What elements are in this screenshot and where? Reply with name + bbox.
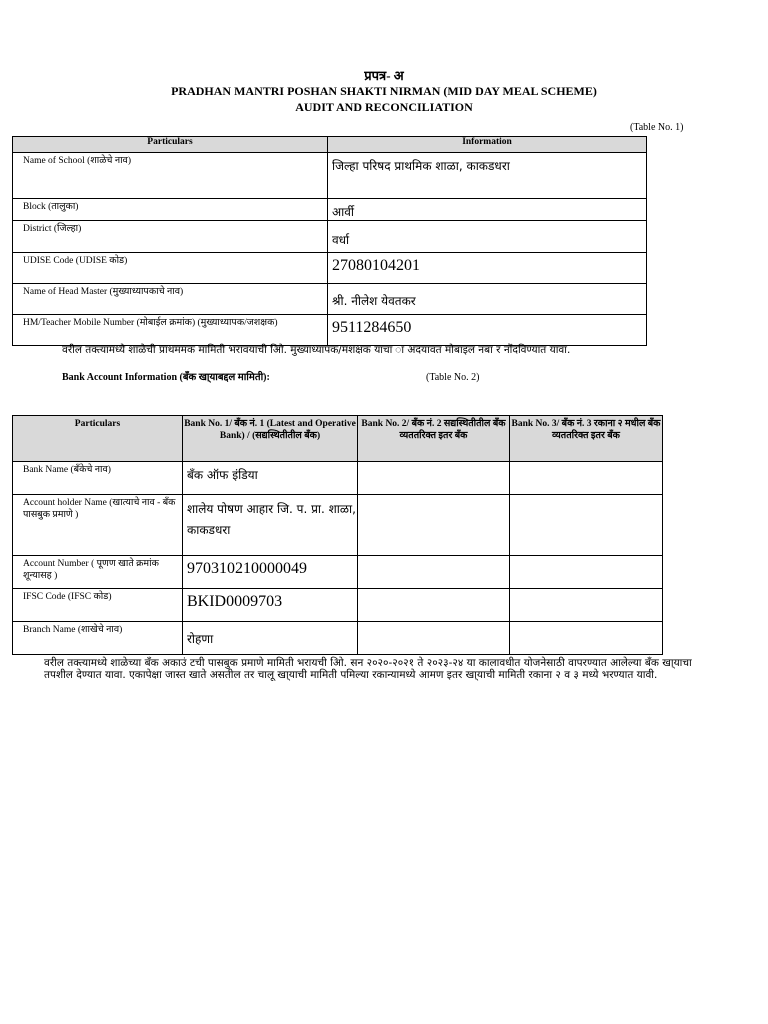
table-row xyxy=(13,556,663,589)
table-row xyxy=(13,221,647,253)
page-title: PRADHAN MANTRI POSHAN SHAKTI NIRMAN (MID DAY MEAL SCHEME) xyxy=(171,84,597,98)
table-row xyxy=(13,589,663,622)
table2-header-particulars: Particulars xyxy=(13,416,183,462)
table-row xyxy=(13,199,647,221)
row-label: IFSC Code (IFSC कोड) xyxy=(13,589,183,622)
district-value: वर्धा xyxy=(328,221,647,253)
head-master-value: श्री. नीलेश येवतकर xyxy=(328,284,647,315)
bank3-cell xyxy=(510,589,663,622)
table-row xyxy=(13,253,647,284)
table1-number: (Table No. 1) xyxy=(630,122,684,133)
bank2-cell xyxy=(358,622,510,655)
table2-number: (Table No. 2) xyxy=(426,372,480,383)
bank-name-value: बँक ऑफ इंडिया xyxy=(183,462,358,495)
school-info-table xyxy=(12,136,647,346)
row-label: Account Number ( पूणण खाते क्रमांक शून्यासह ) xyxy=(13,556,183,589)
table-row xyxy=(13,315,647,346)
table-row xyxy=(13,284,647,315)
school-name-value: जिल्हा परिषद प्राथमिक शाळा, काकडधरा xyxy=(328,153,647,199)
account-number-value: 970310210000049 xyxy=(183,556,358,589)
school-info-note: वरील तक्त्यामध्ये शाळेची प्राथममक मामिती भरावयाची आिे. मुख्याध्यापक/मशक्षक याचा ा अदयावत मोबाइल नबा र नोंदविण्यात यावा. xyxy=(62,344,571,356)
table2-header-bank3: Bank No. 3/ बँक नं. 3 रकाना २ मधील बँक व्यततरिक्त इतर बँक xyxy=(510,416,663,462)
ifsc-code-value: BKID0009703 xyxy=(183,589,358,622)
bank2-cell xyxy=(358,589,510,622)
bank3-cell xyxy=(510,556,663,589)
row-label: District (जिल्हा) xyxy=(13,221,328,253)
mobile-number-value: 9511284650 xyxy=(328,315,647,346)
table-row xyxy=(13,462,663,495)
table1-header-particulars: Particulars xyxy=(13,137,328,153)
table2-header-bank1: Bank No. 1/ बँक नं. 1 (Latest and Operative Bank) / (सद्यस्थितीतील बँक) xyxy=(183,416,358,462)
table-row xyxy=(13,622,663,655)
bank3-cell xyxy=(510,495,663,556)
bank3-cell xyxy=(510,622,663,655)
row-label: Branch Name (शाखेचे नाव) xyxy=(13,622,183,655)
row-label: Account holder Name (खात्याचे नाव - बँक पासबुक प्रमाणे ) xyxy=(13,495,183,556)
bank-info-heading: Bank Account Information (बँक खा्याबद्दल मामिती): xyxy=(62,372,270,383)
row-label: Bank Name (बँकेचे नाव) xyxy=(13,462,183,495)
bank2-cell xyxy=(358,462,510,495)
bank-info-table xyxy=(12,415,663,655)
row-label: Name of School (शाळेचे नाव) xyxy=(13,153,328,199)
table2-header-bank2: Bank No. 2/ बँक नं. 2 सद्यस्थितीतील बँक व्यततरिक्त इतर बँक xyxy=(358,416,510,462)
block-value: आर्वी xyxy=(328,199,647,221)
bank2-cell xyxy=(358,495,510,556)
udise-code-value: 27080104201 xyxy=(328,253,647,284)
row-label: Block (तालुका) xyxy=(13,199,328,221)
bank2-cell xyxy=(358,556,510,589)
account-holder-value: शालेय पोषण आहार जि. प. प्रा. शाळा, काकडधरा xyxy=(183,495,358,556)
row-label: UDISE Code (UDISE कोड) xyxy=(13,253,328,284)
bank-info-note: वरील तक्त्यामध्ये शाळेच्या बँक अकाउं टची पासबुक प्रमाणे मामिती भरायची आिे. सन २०२०-२०२१ ते २०२३-२४ या कालावधीत योजनेसाठी वापरण्यात आलेल्या बँक खा्याचा तपशील देण्यात यावा. एकापेक्षा जास्त खाते असतील तर चालू खा्याची मामिती पमिल्या रकान्यामध्ये आमण इतर खा्याची मामिती रकाना २ व ३ मध्ये भरण्यात यावी. xyxy=(44,657,692,681)
form-number: प्रपत्र- अ xyxy=(364,68,404,83)
table-row xyxy=(13,495,663,556)
row-label: HM/Teacher Mobile Number (मोबाईल क्रमांक) (मुख्याध्यापक/जशक्षक) xyxy=(13,315,328,346)
table1-header-information: Information xyxy=(328,137,647,153)
bank3-cell xyxy=(510,462,663,495)
branch-name-value: रोहणा xyxy=(183,622,358,655)
row-label: Name of Head Master (मुख्याध्यापकाचे नाव) xyxy=(13,284,328,315)
table-row xyxy=(13,153,647,199)
page-subtitle: AUDIT AND RECONCILIATION xyxy=(295,100,473,114)
